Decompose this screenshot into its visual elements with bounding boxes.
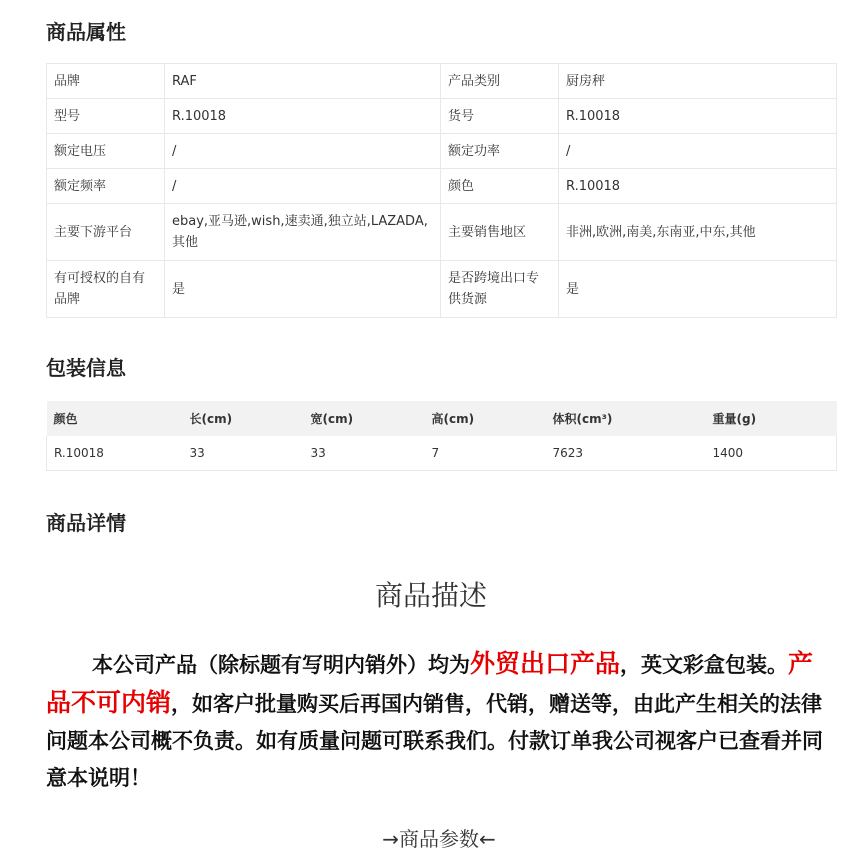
attribute-key: 额定频率 — [47, 169, 165, 204]
attribute-row — [47, 64, 837, 99]
attribute-value: 是 — [165, 261, 441, 318]
attribute-row — [47, 134, 837, 169]
attribute-value: 厨房秤 — [559, 64, 837, 99]
attribute-value: R.10018 — [165, 99, 441, 134]
packaging-header: 长(cm) — [183, 401, 304, 436]
attribute-key: 额定功率 — [441, 134, 559, 169]
attribute-value: / — [165, 134, 441, 169]
attribute-value: R.10018 — [559, 99, 837, 134]
packaging-header: 高(cm) — [425, 401, 546, 436]
attribute-key: 产品类别 — [441, 64, 559, 99]
notice-text: ，如客户批量购买后再国内销售，代销，赠送等，由此产生相关的法律问题本公司概不负责。如有质量问题可联系我们。付款订单我公司视客户已查看并同意本说明！ — [46, 692, 823, 790]
packaging-cell: R.10018 — [47, 436, 183, 471]
section-title-details: 商品详情 — [46, 511, 126, 535]
packaging-header: 体积(cm³) — [546, 401, 706, 436]
attribute-value: ebay,亚马逊,wish,速卖通,独立站,LAZADA,其他 — [165, 204, 441, 261]
packaging-cell: 7623 — [546, 436, 706, 471]
attribute-key: 颜色 — [441, 169, 559, 204]
attribute-key: 额定电压 — [47, 134, 165, 169]
attribute-key: 主要销售地区 — [441, 204, 559, 261]
attribute-value: RAF — [165, 64, 441, 99]
attribute-key: 是否跨境出口专供货源 — [441, 261, 559, 318]
section-title-attributes: 商品属性 — [46, 20, 126, 44]
attribute-key: 品牌 — [47, 64, 165, 99]
table-row — [47, 436, 837, 471]
attribute-row — [47, 204, 837, 261]
attribute-value: 是 — [559, 261, 837, 318]
packaging-cell: 33 — [183, 436, 304, 471]
notice-text: ，英文彩盒包装。 — [620, 653, 789, 677]
attribute-key: 货号 — [441, 99, 559, 134]
packaging-table — [46, 401, 837, 471]
export-notice — [46, 645, 826, 797]
params-heading: →商品参数← — [382, 827, 496, 851]
attribute-value: R.10018 — [559, 169, 837, 204]
notice-text: 本公司产品（除标题有写明内销外）均为 — [92, 653, 470, 677]
attribute-row — [47, 169, 837, 204]
section-title-packaging: 包装信息 — [46, 356, 126, 380]
attribute-value: / — [165, 169, 441, 204]
notice-highlight: 产品不可内销 — [46, 649, 814, 717]
attribute-row — [47, 99, 837, 134]
attribute-key: 主要下游平台 — [47, 204, 165, 261]
description-heading: 商品描述 — [374, 579, 487, 612]
packaging-cell: 1400 — [706, 436, 837, 471]
attribute-value: / — [559, 134, 837, 169]
packaging-cell: 33 — [304, 436, 425, 471]
packaging-cell: 7 — [425, 436, 546, 471]
attributes-table — [46, 63, 837, 318]
packaging-header: 宽(cm) — [304, 401, 425, 436]
packaging-header: 颜色 — [47, 401, 183, 436]
attribute-row — [47, 261, 837, 318]
attribute-value: 非洲,欧洲,南美,东南亚,中东,其他 — [559, 204, 837, 261]
packaging-header: 重量(g) — [706, 401, 837, 436]
notice-highlight: 外贸出口产品 — [470, 649, 621, 678]
packaging-header-row — [47, 401, 837, 436]
attribute-key: 型号 — [47, 99, 165, 134]
attribute-key: 有可授权的自有品牌 — [47, 261, 165, 318]
